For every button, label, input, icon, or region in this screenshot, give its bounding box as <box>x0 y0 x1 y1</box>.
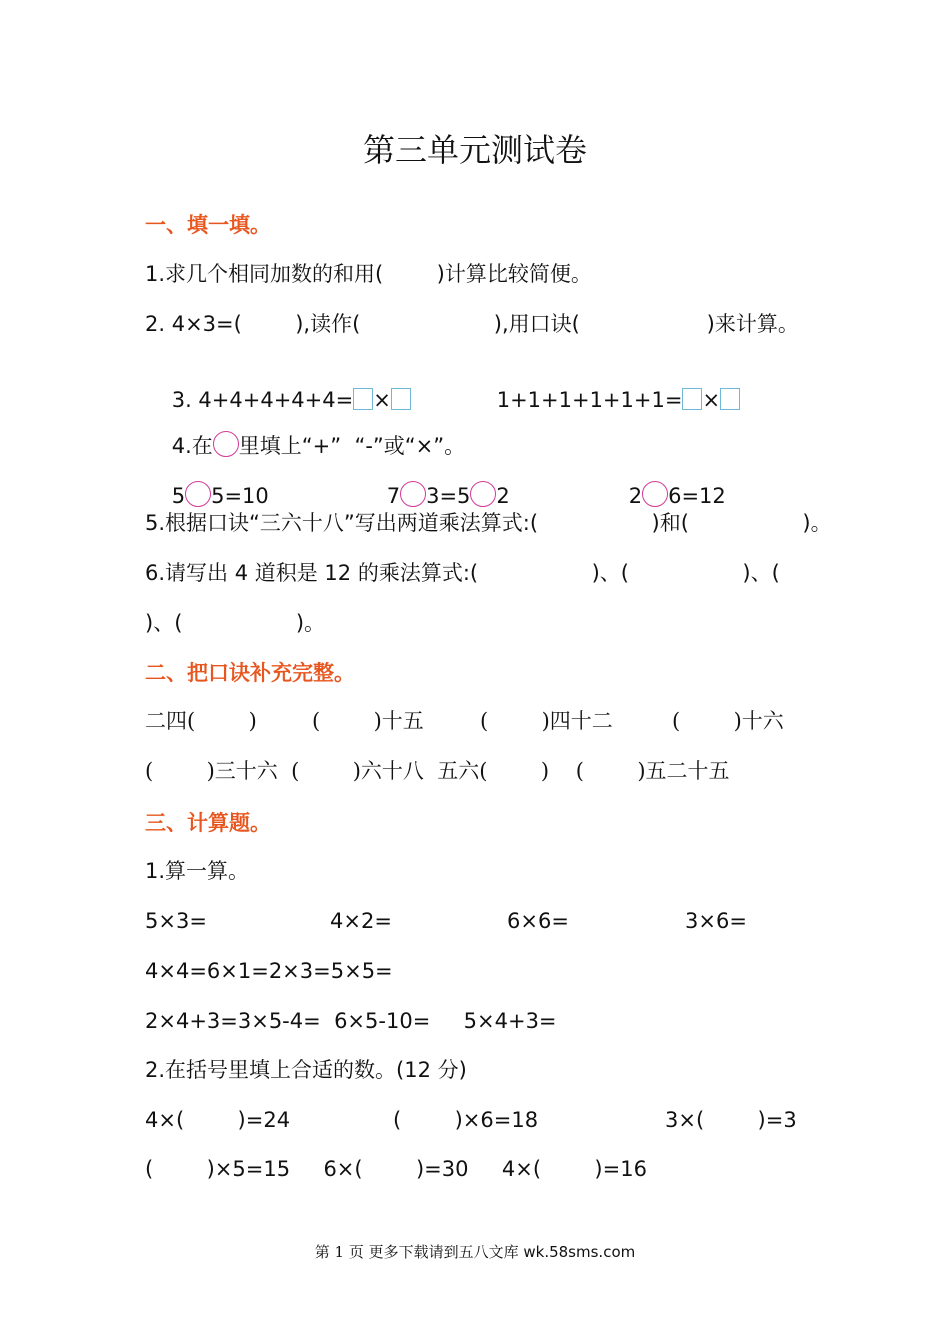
subquestion-3-1: 1.算一算。 <box>145 859 250 883</box>
section-1-heading: 一、填一填。 <box>145 213 271 237</box>
fill-number-item: 3×( )=3 <box>665 1108 797 1132</box>
question-1-1: 1.求几个相同加数的和用( )计算比较简便。 <box>145 262 592 286</box>
operator-circle-input[interactable] <box>470 481 496 507</box>
q4b-right: 2 <box>496 484 510 508</box>
calc-item: 6×6= <box>507 909 569 933</box>
mnemonic-item: 二四( ) <box>145 709 257 733</box>
fill-number-item: ( )×6=18 <box>393 1108 539 1132</box>
calc-row-3: 2×4+3=3×5-4= 6×5-10= 5×4+3= <box>145 1009 557 1033</box>
question-1-4 <box>145 405 466 458</box>
q4a-right: 5=10 <box>211 484 269 508</box>
times-sign: × <box>702 388 721 412</box>
calc-item: 4×2= <box>330 909 392 933</box>
section-2-heading: 二、把口诀补充完整。 <box>145 661 355 685</box>
q4a-left: 5 <box>171 484 186 508</box>
footer-link[interactable]: wk.58sms.com <box>523 1243 636 1261</box>
q4-suffix: 里填上“+” “-”或“×”。 <box>238 434 466 458</box>
footer-text: 第 1 页 更多下载请到五八文库 <box>314 1243 524 1261</box>
answer-box[interactable] <box>682 388 702 410</box>
question-1-6-line2: )、( )。 <box>145 611 326 635</box>
question-1-2: 2. 4×3=( ),读作( ),用口诀( )来计算。 <box>145 312 799 336</box>
q4c-left: 2 <box>628 484 643 508</box>
question-1-4-a <box>145 455 269 508</box>
question-1-5: 5.根据口诀“三六十八”写出两道乘法算式:( )和( )。 <box>145 511 832 535</box>
q4-prefix: 4.在 <box>171 434 213 458</box>
section-3-heading: 三、计算题。 <box>145 811 271 835</box>
q4b-mid: 3=5 <box>426 484 471 508</box>
answer-box[interactable] <box>720 388 740 410</box>
mnemonic-item: ( )十六 <box>672 709 784 733</box>
page-footer <box>0 1242 950 1262</box>
operator-circle-icon <box>213 431 239 457</box>
times-sign: × <box>373 388 391 412</box>
operator-circle-input[interactable] <box>400 481 426 507</box>
mnemonic-item: ( )十五 <box>312 709 424 733</box>
mnemonic-row-2: ( )三十六 ( )六十八 五六( ) ( )五二十五 <box>145 759 730 783</box>
q4b-left: 7 <box>386 484 401 508</box>
calc-row-2: 4×4=6×1=2×3=5×5= <box>145 959 393 983</box>
question-1-3-right <box>470 361 740 439</box>
calc-item: 5×3= <box>145 909 207 933</box>
fill-number-row-2: ( )×5=15 6×( )=30 4×( )=16 <box>145 1157 647 1181</box>
question-1-3 <box>145 361 411 412</box>
operator-circle-input[interactable] <box>185 481 211 507</box>
q3-right-expression: 1+1+1+1+1+1= <box>496 388 683 412</box>
fill-number-item: 4×( )=24 <box>145 1108 291 1132</box>
page-title: 第三单元测试卷 <box>362 131 587 169</box>
question-1-6-line1: 6.请写出 4 道积是 12 的乘法算式:( )、( )、( <box>145 561 780 585</box>
subquestion-3-2: 2.在括号里填上合适的数。(12 分) <box>145 1058 467 1082</box>
operator-circle-input[interactable] <box>642 481 668 507</box>
q4c-right: 6=12 <box>668 484 726 508</box>
calc-item: 3×6= <box>685 909 747 933</box>
q3-left-expression: 3. 4+4+4+4+4= <box>171 388 354 412</box>
mnemonic-item: ( )四十二 <box>480 709 613 733</box>
